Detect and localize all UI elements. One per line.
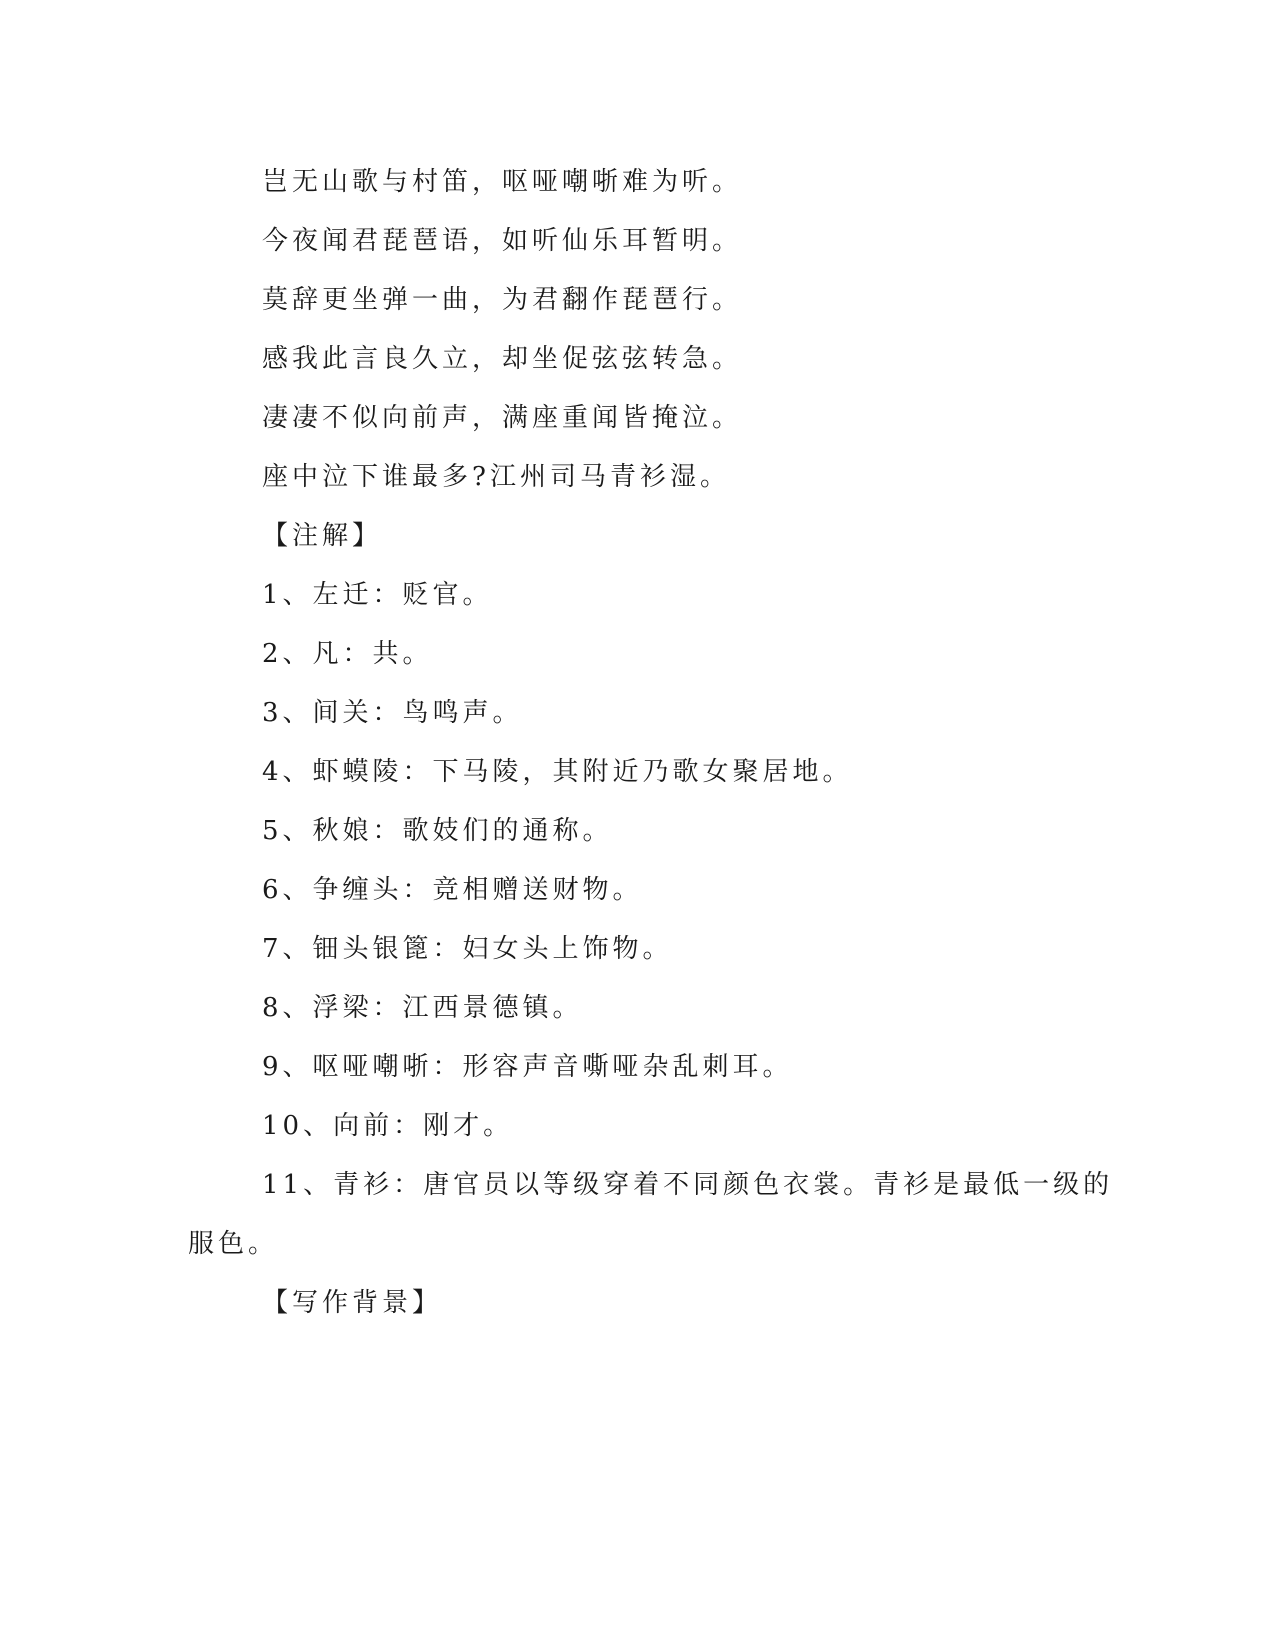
note-item: 11、青衫：唐官员以等级穿着不同颜色衣裳。青衫是最低一级的	[262, 1170, 1114, 1200]
note-item: 8、浮梁：江西景德镇。	[262, 993, 583, 1023]
poem-line: 莫辞更坐弹一曲，为君翻作琵琶行。	[262, 285, 743, 315]
note-item: 10、向前：刚才。	[262, 1111, 514, 1141]
notes-heading: 【注解】	[262, 521, 383, 551]
note-item: 2、凡：共。	[262, 639, 433, 669]
note-item: 3、间关：鸟鸣声。	[262, 698, 523, 728]
note-item: 1、左迁：贬官。	[262, 580, 493, 610]
poem-line: 今夜闻君琵琶语，如听仙乐耳暂明。	[262, 226, 743, 256]
poem-line: 座中泣下谁最多?江州司马青衫湿。	[262, 462, 730, 492]
poem-line: 凄凄不似向前声，满座重闻皆掩泣。	[262, 403, 743, 433]
note-item: 6、争缠头：竞相赠送财物。	[262, 875, 643, 905]
background-heading: 【写作背景】	[262, 1288, 443, 1318]
poem-line: 岂无山歌与村笛，呕哑嘲哳难为听。	[262, 167, 743, 197]
note-item: 4、虾蟆陵：下马陵，其附近乃歌女聚居地。	[262, 757, 853, 787]
note-item-continuation: 服色。	[188, 1229, 279, 1259]
note-item: 7、钿头银篦：妇女头上饰物。	[262, 934, 673, 964]
note-item: 9、呕哑嘲哳：形容声音嘶哑杂乱刺耳。	[262, 1052, 793, 1082]
note-item: 5、秋娘：歌妓们的通称。	[262, 816, 613, 846]
poem-line: 感我此言良久立，却坐促弦弦转急。	[262, 344, 743, 374]
